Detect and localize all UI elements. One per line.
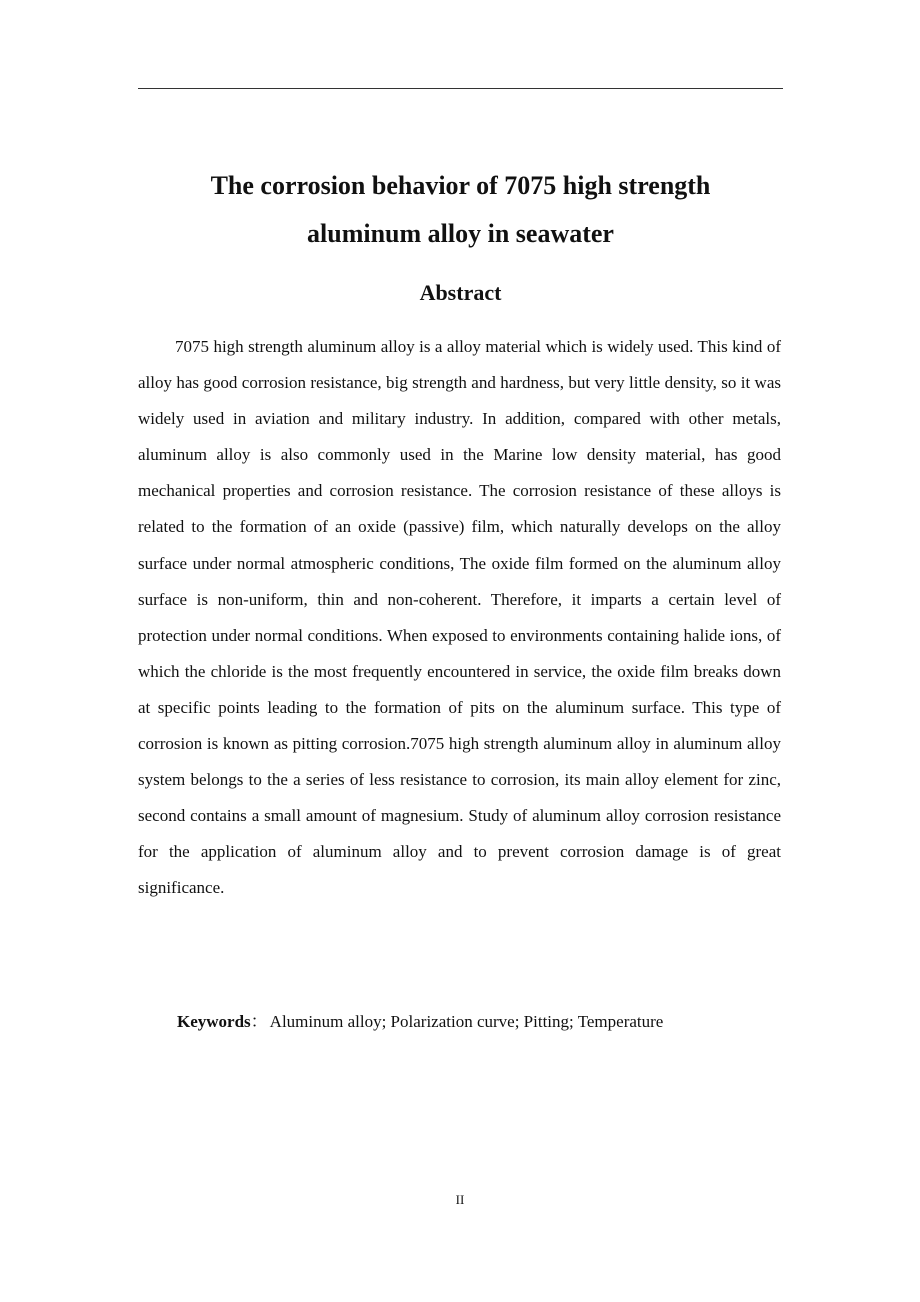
title-line-1: The corrosion behavior of 7075 high strength <box>210 171 711 200</box>
keywords-line <box>177 1006 783 1038</box>
keywords-label: Keywords <box>177 1012 251 1031</box>
header-rule <box>138 88 783 89</box>
page-number: II <box>455 1192 465 1207</box>
keywords-value: Aluminum alloy; Polarization curve; Pitting; Temperature <box>269 1012 664 1031</box>
keywords-separator: ： <box>250 1012 268 1031</box>
abstract-heading: Abstract <box>419 280 502 305</box>
document-title <box>138 162 783 258</box>
title-line-2: aluminum alloy in seawater <box>307 219 614 248</box>
abstract-body: 7075 high strength aluminum alloy is a alloy material which is widely used. This kind of alloy has good corrosion resistance, big strength and hardness, but very little density, so it was widely used in aviation and military industry. In addition, compared with other metals, aluminum alloy is also commonly used in the Marine low density material, has good mechanical properties and corrosion resistance. The corrosion resistance of these alloys is related to the formation of an oxide (passive) film, which naturally develops on the alloy surface under normal atmospheric conditions, The oxide film formed on the aluminum alloy surface is non-uniform, thin and non-coherent. Therefore, it imparts a certain level of protection under normal conditions. When exposed to environments containing halide ions, of which the chloride is the most frequently encountered in service, the oxide film breaks down at specific points leading to the formation of pits on the aluminum surface. This type of corrosion is known as pitting corrosion.7075 high strength aluminum alloy in aluminum alloy system belongs to the a series of less resistance to corrosion, its main alloy element for zinc, second contains a small amount of magnesium. Study of aluminum alloy corrosion resistance for the application of aluminum alloy and to prevent corrosion damage is of great significance. <box>138 337 781 898</box>
